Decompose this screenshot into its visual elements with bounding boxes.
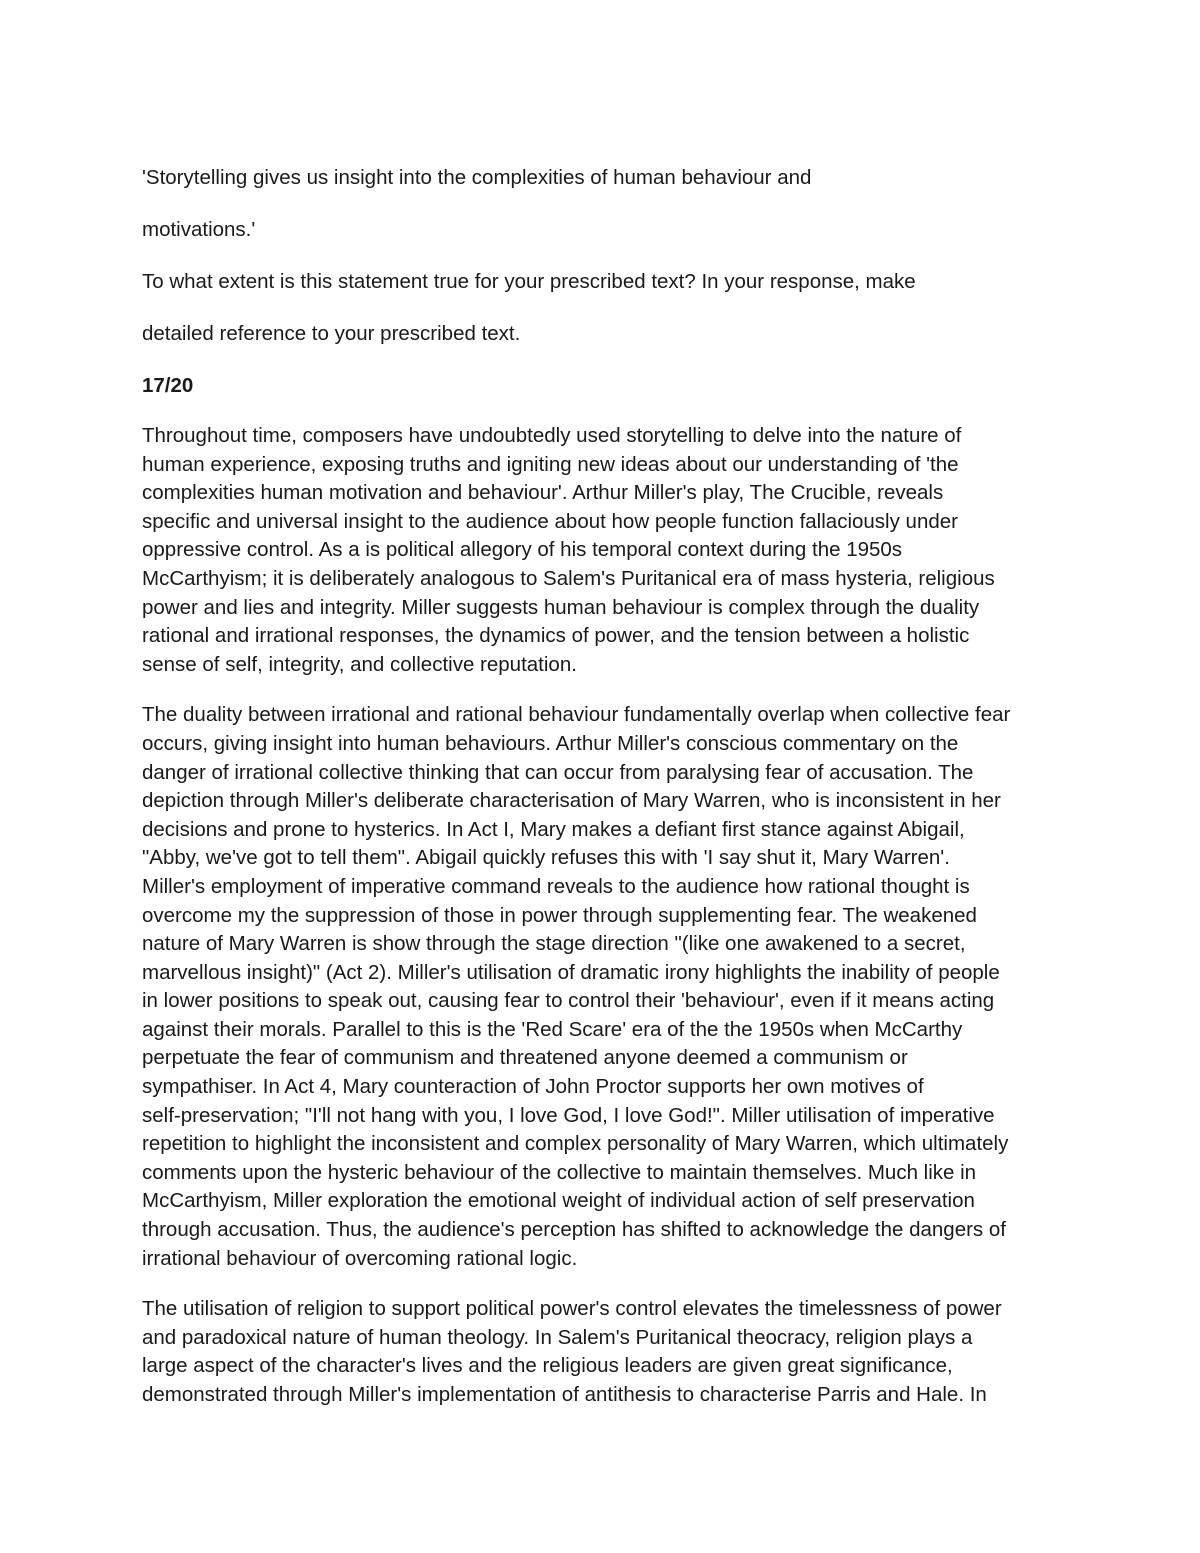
paragraph-line: and paradoxical nature of human theology. In Salem's Puritanical theocracy, religion plays a <box>142 1325 973 1349</box>
paragraph-line: overcome my the suppression of those in power through supplementing fear. The weakened <box>142 903 977 927</box>
paragraph-line: human experience, exposing truths and igniting new ideas about our understanding of 'the <box>142 452 959 476</box>
prompt-line-4: detailed reference to your prescribed text. <box>142 322 521 345</box>
grade-mark: 17/20 <box>142 374 194 397</box>
paragraph-line: large aspect of the character's lives and the religious leaders are given great significance, <box>142 1354 953 1378</box>
paragraph-line: depiction through Miller's deliberate characterisation of Mary Warren, who is inconsistent in her <box>142 789 1001 813</box>
paragraph-line: occurs, giving insight into human behaviours. Arthur Miller's conscious commentary on the <box>142 731 959 755</box>
paragraph-line: danger of irrational collective thinking that can occur from paralysing fear of accusation. The <box>142 760 974 784</box>
paragraph-line: The utilisation of religion to support political power's control elevates the timelessness of power <box>142 1297 1002 1321</box>
prompt-line-1: 'Storytelling gives us insight into the complexities of human behaviour and <box>142 166 812 189</box>
paragraph-line: Throughout time, composers have undoubtedly used storytelling to delve into the nature of <box>142 424 962 447</box>
paragraph-line: specific and universal insight to the audience about how people function fallaciously under <box>142 509 958 533</box>
paragraph-line: through accusation. Thus, the audience's perception has shifted to acknowledge the dangers of <box>142 1218 1006 1242</box>
essay-paragraph-3 <box>142 1295 1072 1409</box>
paragraph-line: self-preservation; "I'll not hang with you, I love God, I love God!". Miller utilisation of imperative <box>142 1103 995 1127</box>
essay-body <box>142 422 1072 1410</box>
paragraph-line: comments upon the hysteric behaviour of the collective to maintain themselves. Much like in <box>142 1160 977 1184</box>
paragraph-line: sympathiser. In Act 4, Mary counteraction of John Proctor supports her own motives of <box>142 1075 924 1099</box>
paragraph-line: complexities human motivation and behaviour'. Arthur Miller's play, The Crucible, reveals <box>142 481 944 505</box>
paragraph-line: marvellous insight)" (Act 2). Miller's utilisation of dramatic irony highlights the inability of people <box>142 960 1000 984</box>
paragraph-line: "Abby, we've got to tell them". Abigail quickly refuses this with 'I say shut it, Mary Warren'. <box>142 846 950 870</box>
paragraph-line: in lower positions to speak out, causing fear to control their 'behaviour', even if it means acting <box>142 989 995 1013</box>
prompt-line-3: To what extent is this statement true for your prescribed text? In your response, make <box>142 270 916 293</box>
essay-paragraph-1 <box>142 422 1072 679</box>
paragraph-line: oppressive control. As a is political allegory of his temporal context during the 1950s <box>142 538 903 562</box>
paragraph-line: nature of Mary Warren is show through the stage direction "(like one awakened to a secret, <box>142 932 966 956</box>
essay-paragraph-2 <box>142 701 1072 1273</box>
paragraph-line: sense of self, integrity, and collective reputation. <box>142 652 577 676</box>
paragraph-line: repetition to highlight the inconsistent and complex personality of Mary Warren, which ultimately <box>142 1132 1009 1156</box>
paragraph-line: McCarthyism; it is deliberately analogous to Salem's Puritanical era of mass hysteria, religious <box>142 566 995 590</box>
paragraph-line: irrational behaviour of overcoming rational logic. <box>142 1246 578 1270</box>
paragraph-line: The duality between irrational and rational behaviour fundamentally overlap when collective fear <box>142 703 1011 727</box>
paragraph-line: rational and irrational responses, the dynamics of power, and the tension between a holistic <box>142 624 970 648</box>
paragraph-line: perpetuate the fear of communism and threatened anyone deemed a communism or <box>142 1046 908 1070</box>
paragraph-line: Miller's employment of imperative command reveals to the audience how rational thought is <box>142 874 970 898</box>
prompt-line-2: motivations.' <box>142 218 256 241</box>
paragraph-line: McCarthyism, Miller exploration the emotional weight of individual action of self preservation <box>142 1189 975 1213</box>
paragraph-line: power and lies and integrity. Miller suggests human behaviour is complex through the duality <box>142 595 980 619</box>
paragraph-line: demonstrated through Miller's implementation of antithesis to characterise Parris and Hale. In <box>142 1383 987 1406</box>
document-page <box>142 164 1072 1432</box>
paragraph-line: against their morals. Parallel to this is the 'Red Scare' era of the the 1950s when McCarthy <box>142 1017 963 1041</box>
paragraph-line: decisions and prone to hysterics. In Act I, Mary makes a defiant first stance against Abigail, <box>142 817 965 841</box>
